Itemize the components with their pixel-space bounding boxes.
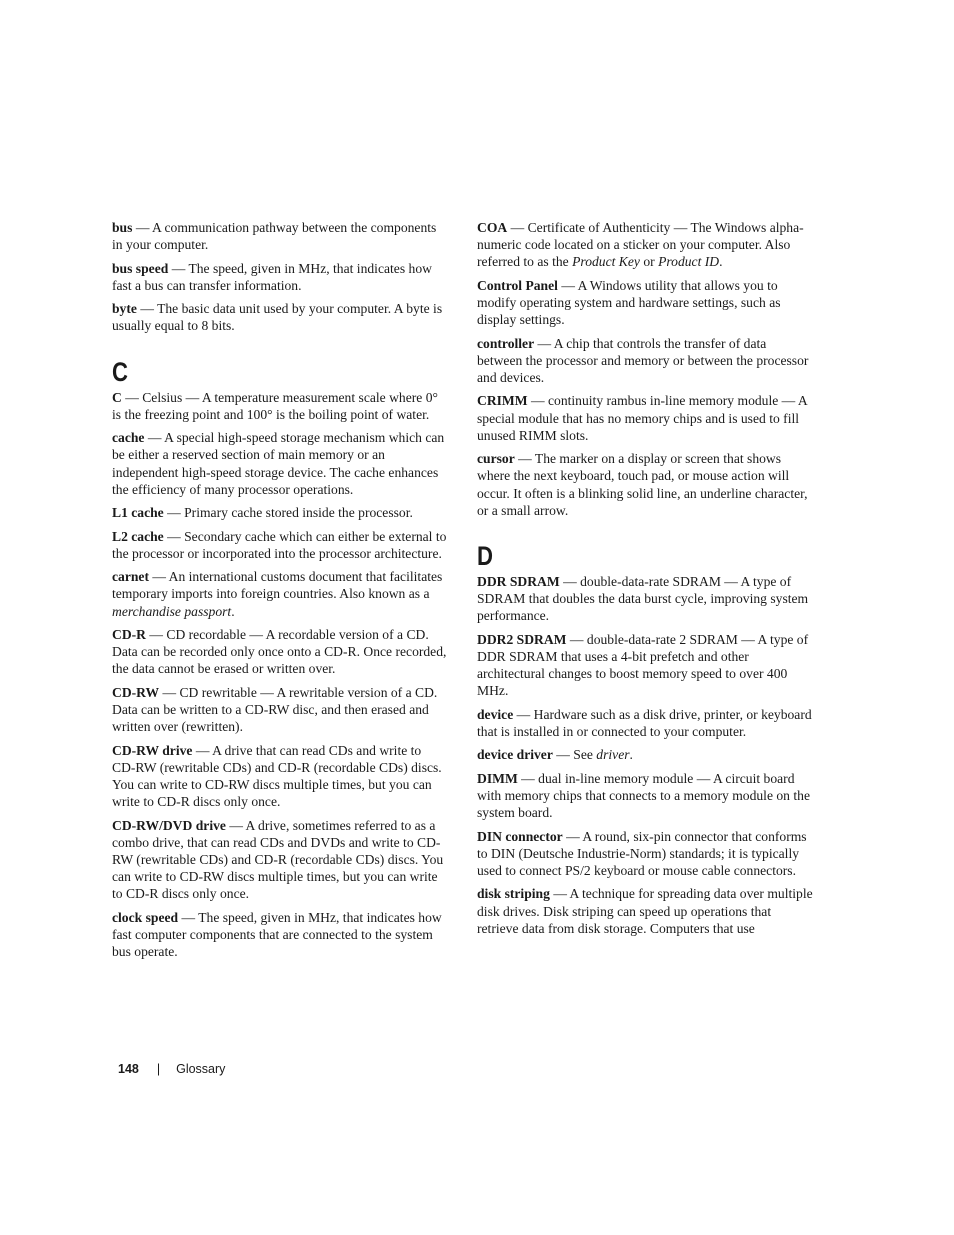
entries-c	[112, 389, 448, 961]
glossary-term: L2 cache	[112, 528, 164, 544]
glossary-definition: — double-data-rate SDRAM — A type of SDRAM that doubles the data burst cycle, improving system performance.	[477, 574, 809, 624]
glossary-entry	[112, 260, 448, 294]
glossary-entry	[477, 335, 813, 387]
glossary-definition: — A Windows utility that allows you to modify operating system and hardware settings, such as display settings.	[477, 277, 781, 328]
entries-d	[477, 573, 813, 937]
glossary-entry	[112, 429, 448, 498]
glossary-term: CRIMM	[477, 393, 528, 409]
glossary-term: CD-RW drive	[112, 742, 193, 758]
page-number: 148	[118, 1062, 139, 1076]
glossary-definition: — An international customs document that facilitates temporary imports into foreign countries. Also known as a	[112, 569, 443, 602]
glossary-term: device	[477, 706, 514, 722]
glossary-term: cursor	[477, 451, 515, 467]
footer-section-title: Glossary	[176, 1062, 226, 1076]
glossary-term: DIN connector	[477, 828, 563, 844]
glossary-term: C	[112, 389, 122, 405]
glossary-term: disk striping	[477, 886, 550, 902]
glossary-term: carnet	[112, 569, 149, 585]
glossary-definition: — A drive, sometimes referred to as a combo drive, that can read CDs and DVDs and write to CD-RW (rewritable CDs) and CD-R (recordable CDs) discs. You can write to CD-RW discs multiple times, but you can write to CD-R discs only once.	[112, 817, 444, 902]
glossary-term: DDR2 SDRAM	[477, 631, 567, 647]
glossary-entry	[112, 389, 448, 423]
glossary-entry	[477, 573, 813, 625]
glossary-entry	[477, 706, 813, 740]
glossary-term: CD-RW/DVD drive	[112, 817, 226, 833]
glossary-definition-end: .	[629, 747, 633, 763]
glossary-term: bus	[112, 220, 133, 235]
glossary-entry	[112, 626, 448, 678]
glossary-term: cache	[112, 430, 145, 446]
glossary-definition: — A special high-speed storage mechanism which can be either a reserved section of main memory or an independent high-speed storage device. The cache enhances the efficiency of many processor operations.	[112, 430, 445, 497]
footer-separator: |	[156, 1062, 161, 1076]
page-footer	[118, 1062, 225, 1076]
glossary-term: byte	[112, 301, 137, 317]
glossary-term: L1 cache	[112, 505, 164, 521]
glossary-definition: — Certificate of Authenticity — The Windows alpha-numeric code located on a sticker on your computer. Also referred to as the	[477, 220, 804, 270]
glossary-definition: — Hardware such as a disk drive, printer, or keyboard that is installed in or connected to your computer.	[477, 706, 812, 739]
glossary-term: DIMM	[477, 770, 518, 786]
glossary-definition: — A technique for spreading data over multiple disk drives. Disk striping can speed up operations that retrieve data from disk storage. Computers that use	[477, 886, 813, 936]
glossary-entry	[477, 770, 813, 822]
glossary-term: Control Panel	[477, 277, 558, 293]
glossary-definition: — double-data-rate 2 SDRAM — A type of DDR SDRAM that uses a 4-bit prefetch and other architectural changes to boost memory speed to over 400 MHz.	[477, 631, 809, 699]
glossary-definition: — CD rewritable — A rewritable version of a CD. Data can be written to a CD-RW disc, and then erased and written over (rewritten).	[112, 684, 438, 735]
right-column	[477, 219, 813, 943]
glossary-definition: — Celsius — A temperature measurement scale where 0° is the freezing point and 100° is the boiling point of water.	[112, 389, 438, 422]
glossary-entry	[477, 219, 813, 271]
glossary-term: DDR SDRAM	[477, 574, 560, 589]
glossary-definition: — A chip that controls the transfer of data between the processor and memory or between the processor and devices.	[477, 335, 809, 385]
glossary-entry	[477, 885, 813, 937]
entries-c-continued	[477, 219, 813, 519]
glossary-entry	[477, 392, 813, 444]
glossary-entry	[112, 568, 448, 620]
glossary-definition: — The marker on a display or screen that shows where the next keyboard, touch pad, or mouse action will occur. It often is a blinking solid line, an underline character, or a small arrow.	[477, 451, 808, 518]
glossary-entry	[477, 631, 813, 700]
glossary-definition: — A communication pathway between the components in your computer.	[112, 220, 437, 253]
glossary-entry	[112, 909, 448, 961]
glossary-definition: — The speed, given in MHz, that indicates how fast computer components that are connected to the system bus operate.	[112, 909, 442, 960]
glossary-reference: Product Key	[572, 254, 640, 270]
glossary-term: COA	[477, 220, 508, 235]
glossary-definition: — CD recordable — A recordable version of a CD. Data can be recorded only once onto a CD-R. Once recorded, the data cannot be erased or written over.	[112, 626, 447, 677]
left-column	[112, 219, 448, 967]
glossary-reference: driver	[596, 747, 630, 763]
glossary-definition: — The basic data unit used by your computer. A byte is usually equal to 8 bits.	[112, 301, 443, 334]
glossary-reference: merchandise passport	[112, 603, 232, 619]
glossary-definition-end: .	[231, 603, 235, 619]
glossary-definition: — A drive that can read CDs and write to CD-RW (rewritable CDs) and CD-R (recordable CDs) discs. You can write to CD-RW discs multiple times, but you can write to CD-R discs only once.	[112, 742, 442, 810]
glossary-term: device driver	[477, 747, 553, 763]
glossary-term: CD-RW	[112, 684, 160, 700]
glossary-definition: — Primary cache stored inside the processor.	[163, 505, 413, 521]
glossary-entry	[112, 300, 448, 334]
glossary-definition: — The speed, given in MHz, that indicates how fast a bus can transfer information.	[112, 260, 432, 293]
glossary-term: bus speed	[112, 260, 169, 276]
glossary-entry	[477, 746, 813, 763]
glossary-entry	[112, 504, 448, 521]
glossary-entry	[477, 828, 813, 880]
glossary-entry	[112, 684, 448, 736]
glossary-definition: — See	[552, 747, 597, 763]
glossary-entry	[112, 817, 448, 903]
glossary-entry	[477, 277, 813, 329]
glossary-reference: Product ID	[658, 254, 720, 270]
glossary-definition: — A round, six-pin connector that conforms to DIN (Deutsche Industrie-Norm) standards; it is typically used to connect PS/2 keyboard or mouse cable connectors.	[477, 828, 807, 878]
glossary-term: controller	[477, 335, 535, 351]
glossary-term: CD-R	[112, 626, 146, 642]
section-heading-c: C	[112, 356, 128, 387]
glossary-definition-part: or	[639, 254, 659, 270]
glossary-term: clock speed	[112, 909, 179, 925]
glossary-entry	[112, 528, 448, 562]
glossary-definition-end: .	[719, 254, 723, 270]
glossary-entry	[477, 450, 813, 519]
glossary-definition: — dual in-line memory module — A circuit board with memory chips that connects to a memory module on the system board.	[477, 770, 810, 821]
glossary-entry	[112, 219, 448, 253]
glossary-definition: — Secondary cache which can either be external to the processor or incorporated into the processor architecture.	[112, 528, 447, 561]
glossary-definition: — continuity rambus in-line memory module — A special module that has no memory chips and is used to fill unused RIMM slots.	[477, 393, 807, 443]
section-heading-d: D	[477, 541, 493, 571]
glossary-entry	[112, 742, 448, 811]
entries-b	[112, 219, 448, 335]
